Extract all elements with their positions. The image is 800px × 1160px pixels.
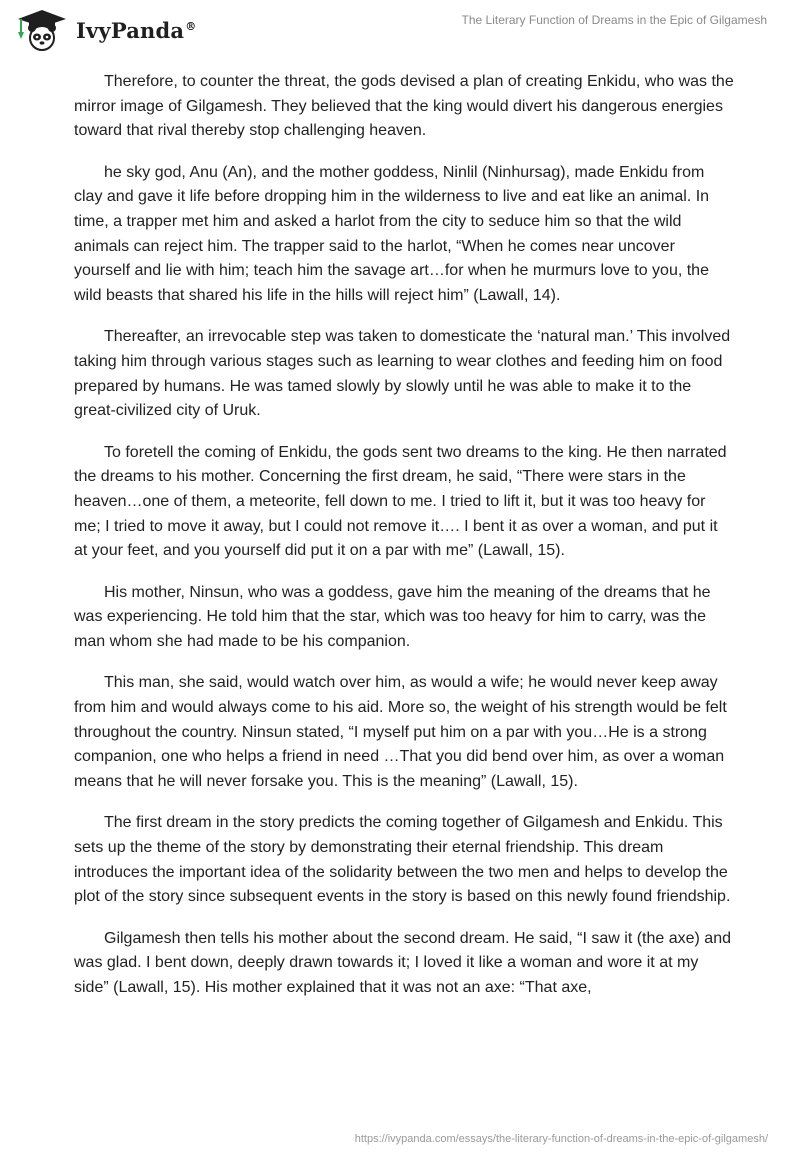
- paragraph: Thereafter, an irrevocable step was taken to domesticate the ‘natural man.’ This involved taking him through various stages such as learning to wear clothes and feeding him on food prepared by humans. He was tamed slowly by slowly until he was able to make it to the great-civilized city of Uruk.: [74, 328, 731, 420]
- paragraph: he sky god, Anu (An), and the mother goddess, Ninlil (Ninhursag), made Enkidu from clay and gave it life before dropping him in the wilderness to live and eat like an animal. In time, a trapper met him and asked a harlot from the city to seduce him so that the wild animals can reject him. The trapper said to the harlot, “When he comes near uncover yourself and lie with him; teach him the savage art…for when he murmurs love to you, the wild beasts that shared his life in the hills will reject him” (Lawall, 14).: [74, 163, 710, 304]
- paragraph: Gilgamesh then tells his mother about the second dream. He said, “I saw it (the axe) and was glad. I bent down, deeply drawn towards it; I loved it like a woman and wore it at my side” (Lawall, 15). His mother explained that it was not an axe: “That axe,: [74, 929, 731, 996]
- page-header: [0, 0, 800, 60]
- logo-text: IvyPanda®: [76, 17, 197, 43]
- document-title: The Literary Function of Dreams in the Epic of Gilgamesh: [461, 13, 767, 27]
- essay-body: [74, 70, 734, 1018]
- panda-graduate-icon: [14, 8, 70, 52]
- ivypanda-logo[interactable]: [14, 8, 196, 52]
- paragraph: His mother, Ninsun, who was a goddess, gave him the meaning of the dreams that he was experiencing. He told him that the star, which was too heavy for him to carry, was the man whom she had made to be his companion.: [74, 583, 711, 650]
- paragraph: This man, she said, would watch over him, as would a wife; he would never keep away from him and would always come to his aid. More so, the weight of his strength would be felt throughout the country. Ninsun stated, “I myself put him on a par with you…He is a strong companion, one who helps a friend in need …That you did bend over him, as over a woman means that he will never forsake you. This is the meaning” (Lawall, 15).: [74, 674, 727, 790]
- paragraph: Therefore, to counter the threat, the gods devised a plan of creating Enkidu, who was the mirror image of Gilgamesh. They believed that the king would divert his dangerous energies toward that rival thereby stop challenging heaven.: [74, 73, 734, 140]
- paragraph: The first dream in the story predicts the coming together of Gilgamesh and Enkidu. This sets up the theme of the story by demonstrating their eternal friendship. This dream introduces the important idea of the solidarity between the two men and helps to develop the plot of the story since subsequent events in the story is based on this newly found friendship.: [74, 814, 731, 906]
- source-url[interactable]: https://ivypanda.com/essays/the-literary-function-of-dreams-in-the-epic-of-gilgamesh/: [354, 1133, 768, 1145]
- paragraph: To foretell the coming of Enkidu, the gods sent two dreams to the king. He then narrated the dreams to his mother. Concerning the first dream, he said, “There were stars in the heaven…one of them, a meteorite, fell down to me. I tried to lift it, but it was too heavy for me; I tried to move it away, but I could not remove it…. I bent it as over a woman, and put it at your feet, and you yourself did put it on a par with me” (Lawall, 15).: [74, 443, 727, 560]
